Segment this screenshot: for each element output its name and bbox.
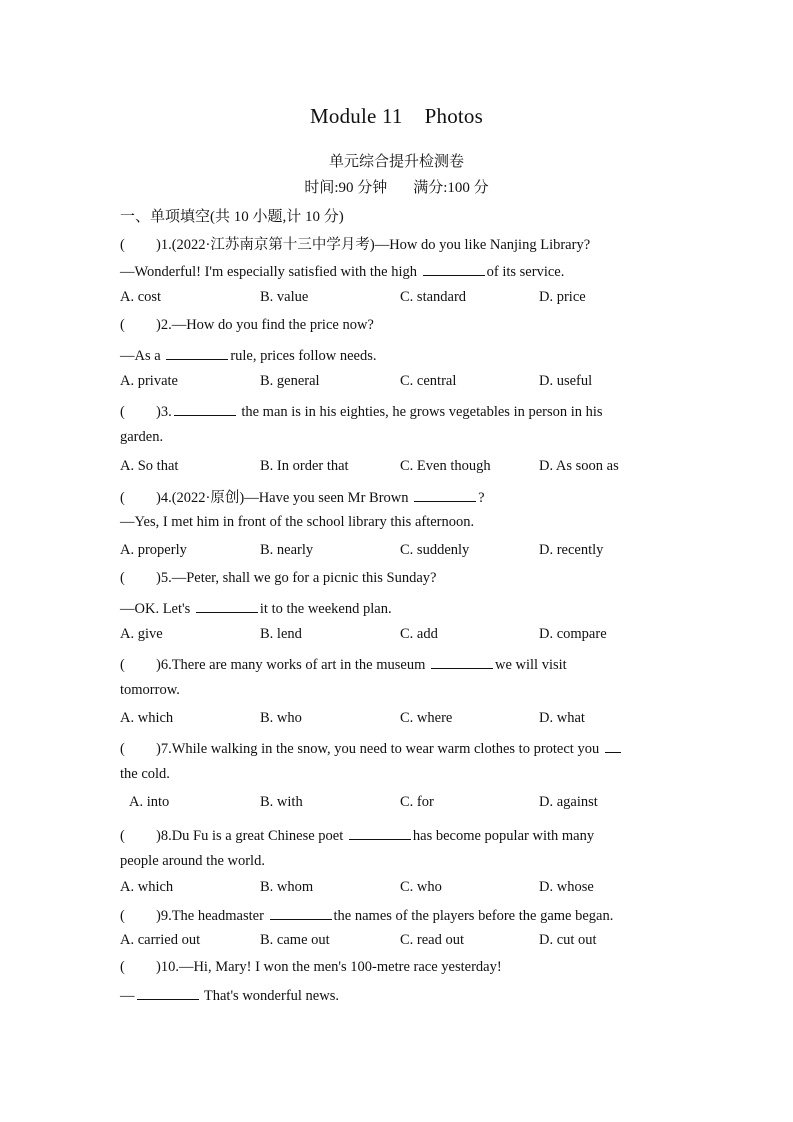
- module-name: Module 11: [310, 104, 403, 128]
- q5-option-c: C. add: [400, 626, 438, 642]
- q9-option-c: C. read out: [400, 932, 465, 948]
- q2-option-c: C. central: [400, 373, 457, 389]
- q7-option-d: D. against: [539, 794, 598, 810]
- question-6-line2: tomorrow.: [120, 682, 180, 698]
- question-6-stem: ( )6.There are many works of art in the museum we will visit: [120, 654, 567, 674]
- q6-option-c: C. where: [400, 710, 453, 726]
- q7-option-c: C. for: [400, 794, 434, 810]
- q4-option-a: A. properly: [120, 542, 187, 558]
- question-2-line2: —As a rule, prices follow needs.: [120, 345, 376, 365]
- answer-blank[interactable]: [414, 487, 476, 502]
- question-10-line2: — That's wonderful news.: [120, 985, 339, 1005]
- q3-option-d: D. As soon as: [539, 458, 619, 474]
- question-3-line2: garden.: [120, 429, 164, 445]
- q9-option-a: A. carried out: [120, 932, 201, 948]
- q4-option-d: D. recently: [539, 542, 604, 558]
- q2-option-a: A. private: [120, 373, 178, 389]
- q9-option-d: D. cut out: [539, 932, 597, 948]
- question-3-stem: ( )3. the man is in his eighties, he grows vegetables in person in his: [120, 401, 603, 421]
- q3-option-c: C. Even though: [400, 458, 491, 474]
- time-score-line: [0, 176, 793, 197]
- answer-blank[interactable]: [166, 345, 228, 360]
- q8-option-b: B. whom: [260, 879, 314, 895]
- question-7-line2: the cold.: [120, 766, 170, 782]
- question-1-line2: —Wonderful! I'm especially satisfied with the high of its service.: [120, 261, 564, 281]
- question-4-line2: —Yes, I met him in front of the school library this afternoon.: [120, 514, 475, 530]
- q7-option-b: B. with: [260, 794, 303, 810]
- q2-option-b: B. general: [260, 373, 320, 389]
- answer-blank[interactable]: [137, 985, 199, 1000]
- q4-option-c: C. suddenly: [400, 542, 470, 558]
- q6-option-d: D. what: [539, 710, 585, 726]
- q8-option-c: C. who: [400, 879, 442, 895]
- q1-option-a: A. cost: [120, 289, 162, 305]
- q1-option-c: C. standard: [400, 289, 467, 305]
- full-score: 满分:100 分: [413, 180, 489, 196]
- answer-blank[interactable]: [431, 654, 493, 669]
- question-5-line2: —OK. Let's it to the weekend plan.: [120, 598, 392, 618]
- question-1-stem: ( )1.(2022·江苏南京第十三中学月考)—How do you like Nanjing Library?: [120, 237, 591, 253]
- question-9-stem: ( )9.The headmaster the names of the players before the game began.: [120, 905, 613, 925]
- module-topic: Photos: [424, 104, 483, 128]
- question-2-stem: ( )2.—How do you find the price now?: [120, 317, 374, 333]
- q5-option-b: B. lend: [260, 626, 302, 642]
- q7-option-a: A. into: [129, 794, 170, 810]
- q9-option-b: B. came out: [260, 932, 330, 948]
- answer-blank[interactable]: [270, 905, 332, 920]
- q3-option-a: A. So that: [120, 458, 179, 474]
- question-10-stem: ( )10.—Hi, Mary! I won the men's 100-metre race yesterday!: [120, 959, 502, 975]
- answer-blank[interactable]: [196, 598, 258, 613]
- answer-blank[interactable]: [174, 401, 236, 416]
- question-8-line2: people around the world.: [120, 853, 265, 869]
- q5-option-d: D. compare: [539, 626, 607, 642]
- question-5-stem: ( )5.—Peter, shall we go for a picnic this Sunday?: [120, 570, 437, 586]
- answer-blank[interactable]: [349, 825, 411, 840]
- q2-option-d: D. useful: [539, 373, 593, 389]
- section-heading: 一、单项填空(共 10 小题,计 10 分): [120, 209, 344, 225]
- page-title: [0, 104, 793, 129]
- question-8-stem: ( )8.Du Fu is a great Chinese poet has become popular with many: [120, 825, 594, 845]
- time-limit: 时间:90 分钟: [304, 180, 388, 196]
- q4-option-b: B. nearly: [260, 542, 314, 558]
- q8-option-a: A. which: [120, 879, 174, 895]
- subtitle: 单元综合提升检测卷: [328, 154, 464, 170]
- q6-option-b: B. who: [260, 710, 302, 726]
- q6-option-a: A. which: [120, 710, 174, 726]
- q5-option-a: A. give: [120, 626, 163, 642]
- answer-blank[interactable]: [605, 738, 621, 753]
- question-4-stem: ( )4.(2022·原创)—Have you seen Mr Brown ?: [120, 486, 485, 507]
- q1-option-b: B. value: [260, 289, 309, 305]
- answer-blank[interactable]: [423, 261, 485, 276]
- question-7-stem: ( )7.While walking in the snow, you need to wear warm clothes to protect you: [120, 738, 623, 758]
- q3-option-b: B. In order that: [260, 458, 349, 474]
- q8-option-d: D. whose: [539, 879, 594, 895]
- q1-option-d: D. price: [539, 289, 586, 305]
